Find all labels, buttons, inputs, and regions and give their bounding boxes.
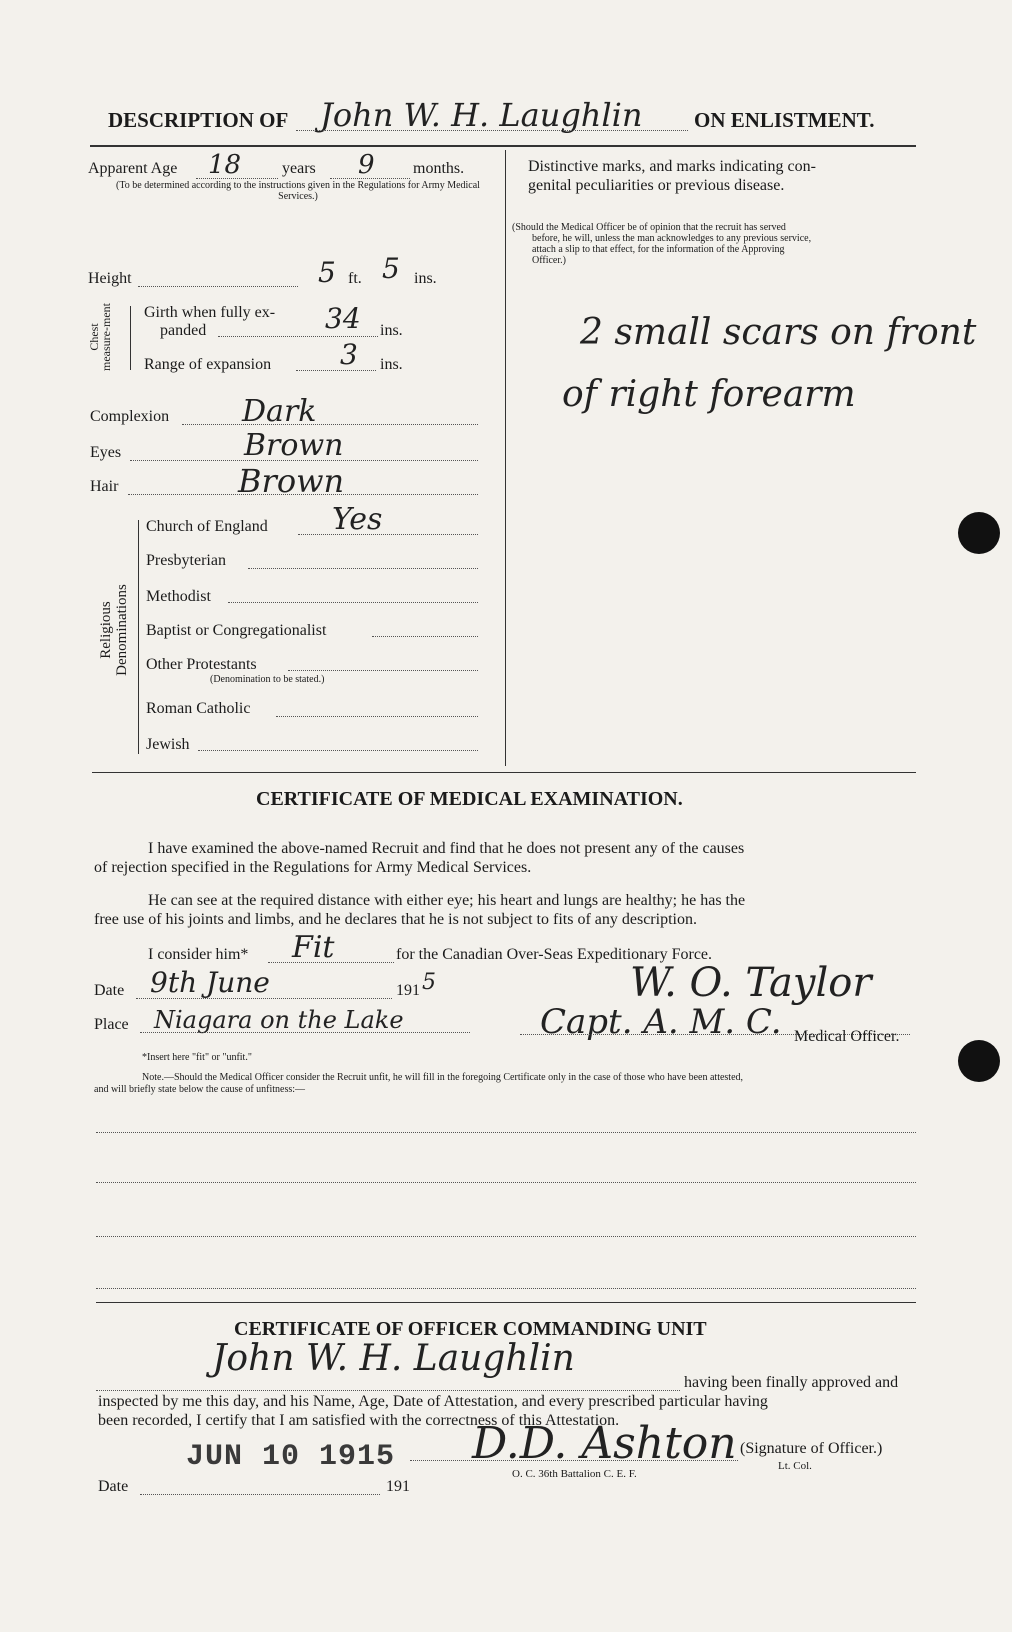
medical-officer-role: Medical Officer. <box>794 1028 900 1045</box>
height-ins-value: 5 <box>382 252 400 285</box>
commanding-text-1: having been finally approved and <box>684 1374 899 1391</box>
baptist-line <box>372 636 478 637</box>
marks-line-1: 2 small scars on front <box>580 312 977 353</box>
range-value: 3 <box>340 338 358 371</box>
medical-place-label: Place <box>94 1016 129 1033</box>
apparent-age-label: Apparent Age <box>88 160 178 177</box>
girth-unit: ins. <box>380 322 403 339</box>
unfit-cause-line-3 <box>96 1236 916 1237</box>
hair-value: Brown <box>238 462 345 500</box>
consider-value: Fit <box>292 930 335 965</box>
years-label: years <box>282 160 316 177</box>
chest-brace <box>130 306 131 370</box>
ft-label: ft. <box>348 270 362 287</box>
roman-catholic-line <box>276 716 478 717</box>
girth-label-2: panded <box>160 322 207 339</box>
medical-para1-line2: of rejection specified in the Regulations for Army Medical Services. <box>94 859 532 876</box>
hair-label: Hair <box>90 478 119 495</box>
medical-officer-rank: Capt. A. M. C. <box>540 1002 782 1042</box>
commanding-unit: O. C. 36th Battalion C. E. F. <box>512 1468 637 1480</box>
commanding-recruit-name: John W. H. Laughlin <box>212 1338 575 1379</box>
marks-note-3: attach a slip to that effect, for the information of the Approving <box>532 244 785 255</box>
commanding-stamp-date: JUN 10 1915 <box>186 1440 396 1474</box>
header-recruit-name: John W. H. Laughlin <box>320 96 643 134</box>
marks-note-1: (Should the Medical Officer be of opinion that the recruit has served <box>512 222 786 233</box>
religion-brace <box>138 520 139 754</box>
medical-title: CERTIFICATE OF MEDICAL EXAMINATION. <box>256 788 683 810</box>
medical-place-line <box>140 1032 470 1033</box>
marks-note-2: before, he will, unless the man acknowledges to any previous service, <box>532 233 812 244</box>
commanding-date-line <box>140 1494 380 1495</box>
medical-para2-line2: free use of his joints and limbs, and he declares that he is not subject to fits of any description. <box>94 911 697 928</box>
eyes-label: Eyes <box>90 444 122 461</box>
punch-hole-top <box>958 512 1000 554</box>
baptist-label: Baptist or Congregationalist <box>146 622 327 639</box>
medical-year-digit: 5 <box>422 970 436 995</box>
height-ft-value: 5 <box>318 256 336 289</box>
header-name-line <box>296 130 688 131</box>
medical-para2-line1: He can see at the required distance with either eye; his heart and lungs are healthy; he has the <box>148 892 746 909</box>
age-years-line <box>196 178 278 179</box>
medical-note-line1: Note.—Should the Medical Officer consider the Recruit unfit, he will fill in the foregoing Certificate only in the case of those who have been attested, <box>142 1072 744 1083</box>
complexion-label: Complexion <box>90 408 170 425</box>
range-unit: ins. <box>380 356 403 373</box>
months-label: months. <box>413 160 465 177</box>
complexion-value: Dark <box>242 394 317 429</box>
unfit-cause-line-1 <box>96 1132 916 1133</box>
header-prefix: DESCRIPTION OF <box>108 108 289 132</box>
commanding-text-3: been recorded, I certify that I am satisfied with the correctness of this Attestation. <box>98 1412 620 1429</box>
marks-heading-1: Distinctive marks, and marks indicating con- <box>528 158 816 175</box>
presbyterian-label: Presbyterian <box>146 552 226 569</box>
methodist-label: Methodist <box>146 588 211 605</box>
commanding-title: CERTIFICATE OF OFFICER COMMANDING UNIT <box>234 1318 707 1340</box>
commanding-signature-label: (Signature of Officer.) <box>740 1440 883 1457</box>
eyes-line <box>130 460 478 461</box>
commanding-text-2: inspected by me this day, and his Name, Age, Date of Attestation, and every prescribed particular having <box>98 1393 768 1410</box>
other-protestants-note: (Denomination to be stated.) <box>210 674 325 685</box>
girth-line <box>218 336 378 337</box>
roman-catholic-label: Roman Catholic <box>146 700 251 717</box>
section-rule-1 <box>92 772 916 773</box>
religious-denominations-label: Religious Denominations <box>98 584 130 676</box>
age-years-value: 18 <box>208 150 242 180</box>
church-of-england-label: Church of England <box>146 518 268 535</box>
age-months-value: 9 <box>358 150 375 180</box>
unfit-cause-line-2 <box>96 1182 916 1183</box>
girth-value: 34 <box>325 302 361 335</box>
range-line <box>296 370 376 371</box>
medical-year-prefix: 191 <box>396 982 420 999</box>
commanding-rank: Lt. Col. <box>778 1460 812 1472</box>
girth-label-1: Girth when fully ex- <box>144 304 276 321</box>
commanding-officer-signature-mark: D.D. Ashton <box>472 1418 737 1469</box>
medical-note-line2: and will briefly state below the cause of unfitness:— <box>94 1084 306 1095</box>
ins-label: ins. <box>414 270 437 287</box>
medical-date-label: Date <box>94 982 125 999</box>
eyes-value: Brown <box>244 428 344 463</box>
consider-label: I consider him* <box>148 946 249 963</box>
complexion-line <box>182 424 478 425</box>
age-note: (To be determined according to the instructions given in the Regulations for Army Medical Services.) <box>116 180 480 202</box>
medical-date-value: 9th June <box>150 966 270 999</box>
jewish-label: Jewish <box>146 736 190 753</box>
medical-date-line <box>136 998 392 999</box>
punch-hole-bottom <box>958 1040 1000 1082</box>
header-rule <box>90 145 916 147</box>
height-label: Height <box>88 270 132 287</box>
header-suffix: ON ENLISTMENT. <box>694 108 875 132</box>
marks-note-4: Officer.) <box>532 255 566 266</box>
methodist-line <box>228 602 478 603</box>
medical-footnote: *Insert here "fit" or "unfit." <box>142 1052 252 1063</box>
jewish-line <box>198 750 478 751</box>
commanding-date-label: Date <box>98 1478 129 1495</box>
medical-place-value: Niagara on the Lake <box>154 1006 404 1034</box>
range-label: Range of expansion <box>144 356 272 373</box>
other-protestants-label: Other Protestants <box>146 656 257 673</box>
church-of-england-line <box>298 534 478 535</box>
hair-line <box>128 494 478 495</box>
other-protestants-line <box>288 670 478 671</box>
age-months-line <box>330 178 410 179</box>
church-of-england-value: Yes <box>332 502 383 537</box>
marks-heading-2: genital peculiarities or previous disease. <box>528 177 785 194</box>
section-rule-2 <box>96 1302 916 1303</box>
height-line <box>138 286 298 287</box>
presbyterian-line <box>248 568 478 569</box>
medical-officer-signature: W. O. Taylor <box>630 960 872 1006</box>
chest-measurement-label: Chest measure-ment <box>87 303 113 371</box>
unfit-cause-line-4 <box>96 1288 916 1289</box>
marks-line-2: of right forearm <box>562 374 856 415</box>
commanding-year-prefix: 191 <box>386 1478 410 1495</box>
consider-line <box>268 962 394 963</box>
consider-suffix: for the Canadian Over-Seas Expeditionary Force. <box>396 946 713 963</box>
medical-para1-line1: I have examined the above-named Recruit and find that he does not present any of the causes <box>148 840 745 857</box>
commanding-name-line <box>96 1390 680 1391</box>
column-divider <box>505 150 506 766</box>
